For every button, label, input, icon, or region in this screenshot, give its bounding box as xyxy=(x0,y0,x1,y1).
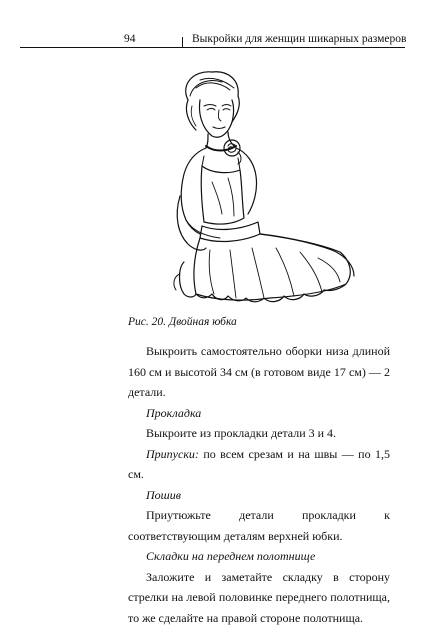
subheading-sewing: Пошив xyxy=(146,487,181,502)
body-text xyxy=(128,341,390,628)
running-title: Выкройки для женщин шикарных размеров xyxy=(192,33,407,45)
header-rule xyxy=(20,47,405,48)
woman-in-skirt-illustration xyxy=(150,66,370,310)
allowance-label: Припуски: xyxy=(146,446,199,461)
paragraph-lining: Выкроите из прокладки детали 3 и 4. xyxy=(146,426,337,440)
figure-caption: Рис. 20. Двойная юбка xyxy=(128,316,237,328)
paragraph-allowances xyxy=(128,444,390,485)
page-number: 94 xyxy=(124,33,136,45)
paragraph-sewing: Приутюжьте детали прокладки к соответствующим деталям верхней юбки. xyxy=(128,508,390,543)
allowance-text: по всем срезам и на швы — по 1,5 см. xyxy=(128,446,390,481)
paragraph-ruffles: Выкроить самостоятельно оборки низа длиной 160 см и высотой 34 см (в готовом виде 17 см) — 2 детали. xyxy=(128,344,390,399)
paragraph-folds: Заложите и заметайте складку в сторону стрелки на левой половинке переднего полотнища, то же сделайте на правой стороне полотнища. xyxy=(128,569,390,625)
subheading-folds: Складки на переднем полотнище xyxy=(146,549,316,563)
subheading-lining: Прокладка xyxy=(146,405,202,420)
